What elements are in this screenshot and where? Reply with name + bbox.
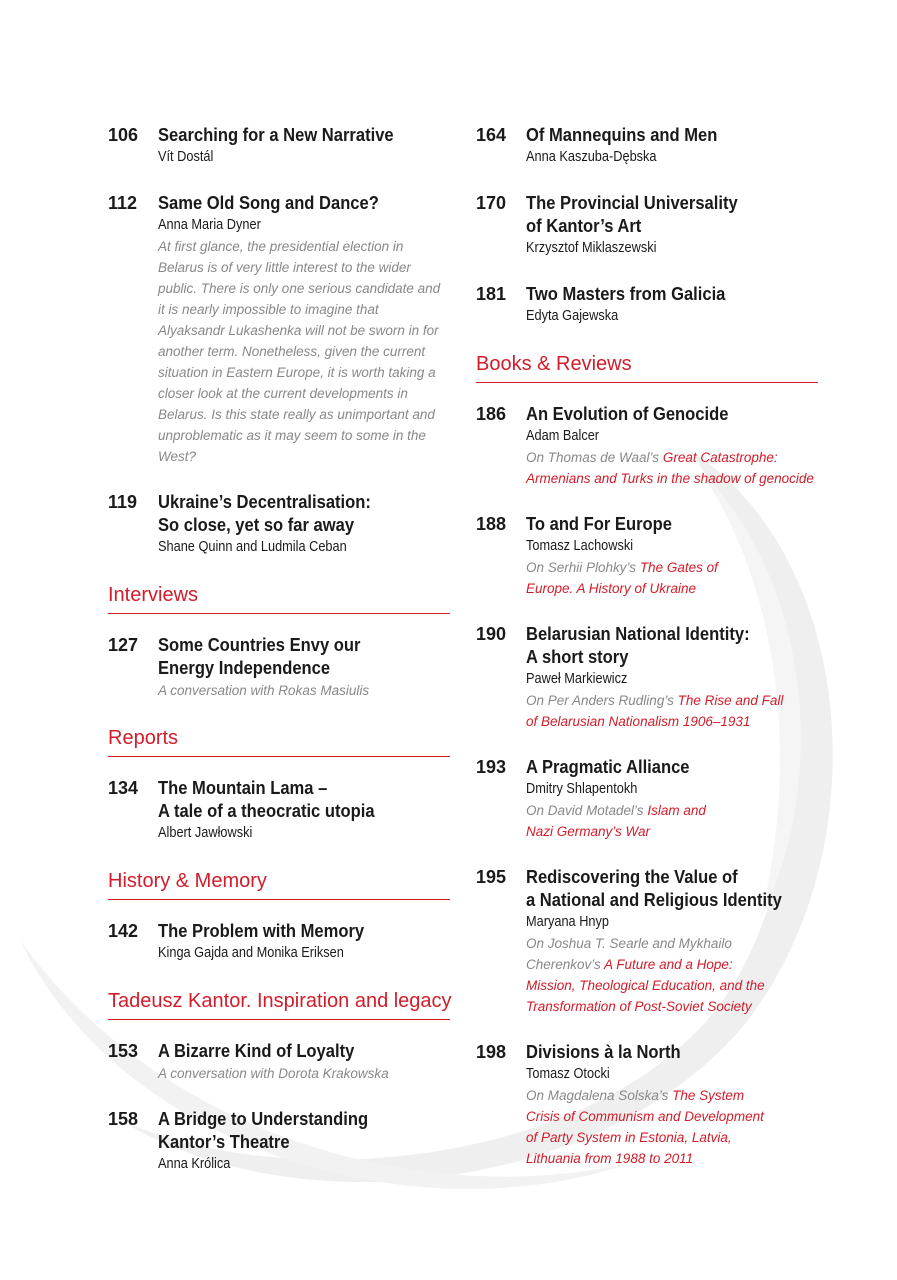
article-title-line-2: A short story (526, 647, 629, 667)
article-author: Kinga Gajda and Monika Eriksen (158, 945, 344, 961)
article-title: A Pragmatic Alliance (526, 757, 690, 777)
toc-entry-186[interactable] (476, 403, 818, 489)
reviewed-book-title: The System (672, 1088, 745, 1103)
page-number: 170 (476, 193, 507, 213)
reviewed-book-title-cont: Transformation of Post-Soviet Society (526, 999, 752, 1014)
article-title: Divisions à la North (526, 1042, 681, 1062)
article-title-line-2: Energy Independence (158, 658, 331, 678)
toc-entry-193[interactable] (476, 756, 818, 842)
section-heading-tadeusz-kantor: Tadeusz Kantor. Inspiration and legacy (108, 988, 450, 1020)
review-of (526, 557, 818, 599)
page-number: 112 (108, 193, 138, 213)
toc-entry-195[interactable] (476, 866, 818, 1017)
article-title: Same Old Song and Dance? (158, 193, 379, 213)
section-heading-history-memory: History & Memory (108, 868, 450, 900)
right-column (476, 124, 818, 1193)
review-prefix-line: On Joshua T. Searle and Mykhailo (526, 936, 732, 951)
reviewed-book-title-cont: of Belarusian Nationalism 1906–1931 (526, 714, 751, 729)
article-title-line-1: Some Countries Envy our (158, 635, 361, 655)
page-number: 164 (476, 125, 507, 145)
page-number: 188 (476, 514, 507, 534)
page-number: 193 (476, 757, 507, 777)
article-title-line-1: A Bridge to Understanding (158, 1109, 369, 1129)
toc-entry-134[interactable] (108, 777, 450, 844)
review-of (526, 800, 818, 842)
toc-entry-127[interactable] (108, 634, 450, 701)
article-title-line-2: A tale of a theocratic utopia (158, 801, 375, 821)
toc-entry-153[interactable] (108, 1040, 450, 1084)
article-author: Anna Maria Dyner (158, 217, 261, 233)
article-title: Of Mannequins and Men (526, 125, 718, 145)
article-title-line-1: The Mountain Lama – (158, 778, 328, 798)
review-prefix: Cherenkov’s (526, 957, 605, 972)
reviewed-book-title-cont: Nazi Germany’s War (526, 824, 651, 839)
review-prefix: On David Motadel’s (526, 803, 648, 818)
article-title: Searching for a New Narrative (158, 125, 394, 145)
page-number: 119 (108, 492, 138, 512)
article-author: Albert Jawłowski (158, 825, 253, 841)
toc-entry-112[interactable] (108, 192, 450, 467)
article-author: Shane Quinn and Ludmila Ceban (158, 539, 347, 555)
article-title: The Problem with Memory (158, 921, 365, 941)
toc-entry-158[interactable] (108, 1108, 450, 1175)
toc-entry-188[interactable] (476, 513, 818, 599)
page-number: 106 (108, 125, 139, 145)
section-heading-reports: Reports (108, 725, 450, 757)
toc-entry-170[interactable] (476, 192, 818, 259)
article-author: Anna Królica (158, 1156, 231, 1172)
toc-entry-106[interactable] (108, 124, 450, 168)
review-prefix: On Serhii Plohky’s (526, 560, 640, 575)
toc-entry-119[interactable] (108, 491, 450, 558)
section-heading-interviews: Interviews (108, 582, 450, 614)
article-author: Paweł Markiewicz (526, 671, 628, 687)
review-prefix: On Per Anders Rudling’s (526, 693, 678, 708)
article-abstract: At first glance, the presidential election in Belarus is of very little interest to the wider public. There is only one serious candidate and it is nearly impossible to imagine that Alyaksandr Lukashenka will not be sworn in for another term. Nonetheless, given the current situation in Eastern Europe, it is worth taking a closer look at the current developments in Belarus. Is this state really as unimportant and unproblematic as it may seem to some in the West? (158, 239, 441, 464)
page-number: 153 (108, 1041, 139, 1061)
review-of (526, 1085, 818, 1169)
left-column (108, 124, 450, 1199)
article-author: Edyta Gajewska (526, 308, 619, 324)
page-number: 186 (476, 404, 507, 424)
article-author: Tomasz Otocki (526, 1066, 610, 1082)
reviewed-book-title-cont: Mission, Theological Education, and the (526, 978, 765, 993)
reviewed-book-title-cont: of Party System in Estonia, Latvia, (526, 1130, 732, 1145)
reviewed-book-title: The Rise and Fall (677, 693, 784, 708)
article-author: Vít Dostál (158, 149, 214, 165)
toc-entry-198[interactable] (476, 1041, 818, 1169)
article-title-line-1: Belarusian National Identity: (526, 624, 750, 644)
review-of (526, 447, 818, 489)
article-author: Krzysztof Miklaszewski (526, 240, 657, 256)
review-of (526, 933, 818, 1017)
toc-entry-190[interactable] (476, 623, 818, 732)
article-subtitle: A conversation with Rokas Masiulis (158, 683, 370, 698)
reviewed-book-title: A Future and a Hope: (604, 957, 733, 972)
toc-entry-164[interactable] (476, 124, 818, 168)
article-author: Dmitry Shlapentokh (526, 781, 638, 797)
page-number: 195 (476, 867, 507, 887)
article-title-line-1: Rediscovering the Value of (526, 867, 738, 887)
article-title: An Evolution of Genocide (526, 404, 729, 424)
article-title: Two Masters from Galicia (526, 284, 726, 304)
page-number: 142 (108, 921, 139, 941)
toc-entry-142[interactable] (108, 920, 450, 964)
reviewed-book-title-cont: Crisis of Communism and Development (526, 1109, 764, 1124)
review-prefix: On Magdalena Solska’s (526, 1088, 673, 1103)
page-number: 158 (108, 1109, 139, 1129)
review-of (526, 690, 818, 732)
article-author: Maryana Hnyp (526, 914, 609, 930)
article-title-line-2: Kantor’s Theatre (158, 1132, 290, 1152)
page-number: 181 (476, 284, 507, 304)
section-heading-books-reviews: Books & Reviews (476, 351, 818, 383)
article-author: Adam Balcer (526, 428, 600, 444)
article-title: A Bizarre Kind of Loyalty (158, 1041, 355, 1061)
page-number: 198 (476, 1042, 507, 1062)
article-title-line-1: Ukraine’s Decentralisation: (158, 492, 371, 512)
article-subtitle: A conversation with Dorota Krakowska (158, 1066, 389, 1081)
review-prefix: On Thomas de Waal’s (526, 450, 663, 465)
article-title-line-2: of Kantor’s Art (526, 216, 642, 236)
reviewed-book-title-cont: Lithuania from 1988 to 2011 (526, 1151, 694, 1166)
reviewed-book-title-cont: Europe. A History of Ukraine (526, 581, 697, 596)
toc-entry-181[interactable] (476, 283, 818, 327)
page-number: 190 (476, 624, 507, 644)
page-number: 134 (108, 778, 139, 798)
article-author: Tomasz Lachowski (526, 538, 634, 554)
article-title: To and For Europe (526, 514, 672, 534)
article-title-line-2: So close, yet so far away (158, 515, 355, 535)
reviewed-book-title: Great Catastrophe: (662, 450, 778, 465)
page-number: 127 (108, 635, 139, 655)
article-title-line-2: a National and Religious Identity (526, 890, 782, 910)
article-title-line-1: The Provincial Universality (526, 193, 738, 213)
reviewed-book-title: The Gates of (639, 560, 718, 575)
reviewed-book-title-cont: Armenians and Turks in the shadow of genocide (526, 471, 814, 486)
reviewed-book-title: Islam and (647, 803, 706, 818)
article-author: Anna Kaszuba-Dębska (526, 149, 657, 165)
